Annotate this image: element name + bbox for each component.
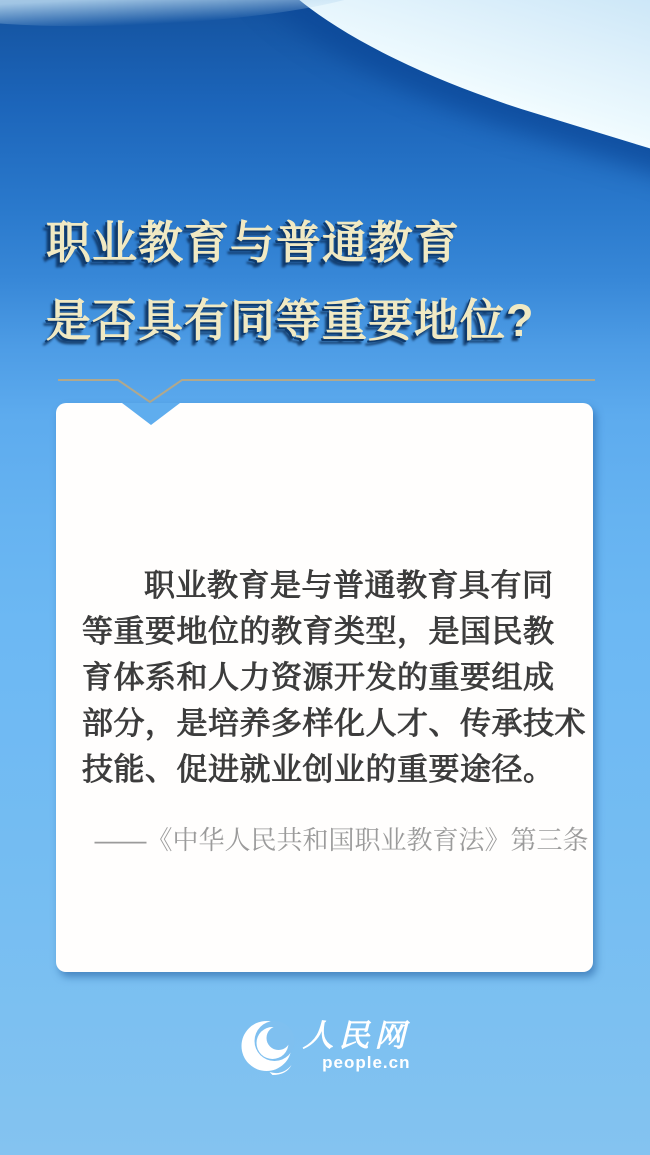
quote-text [82, 563, 586, 793]
poster-title [46, 204, 535, 360]
people-cn-swirl-icon [240, 1018, 296, 1078]
quote-text-line: 技能、促进就业创业的重要途径。 [82, 752, 555, 787]
title-line-1: 职业教育与普通教育 [46, 217, 461, 268]
quote-text-line: 职业教育是与普通教育具有同 [144, 568, 554, 603]
logo-name: 人民网 [302, 1018, 411, 1053]
quote-card [56, 403, 593, 972]
people-cn-logo [240, 1018, 411, 1078]
quote-attribution: ——《中华人民共和国职业教育法》第三条 [94, 825, 589, 855]
card-notch [122, 403, 180, 425]
logo-domain: people.cn [322, 1053, 411, 1072]
quote-text-line: 育体系和人力资源开发的重要组成 [82, 660, 555, 695]
quote-text-line: 等重要地位的教育类型，是国民教 [82, 614, 555, 649]
title-line-2: 是否具有同等重要地位? [46, 295, 535, 346]
quote-text-line: 部分，是培养多样化人才、传承技术 [82, 706, 586, 741]
